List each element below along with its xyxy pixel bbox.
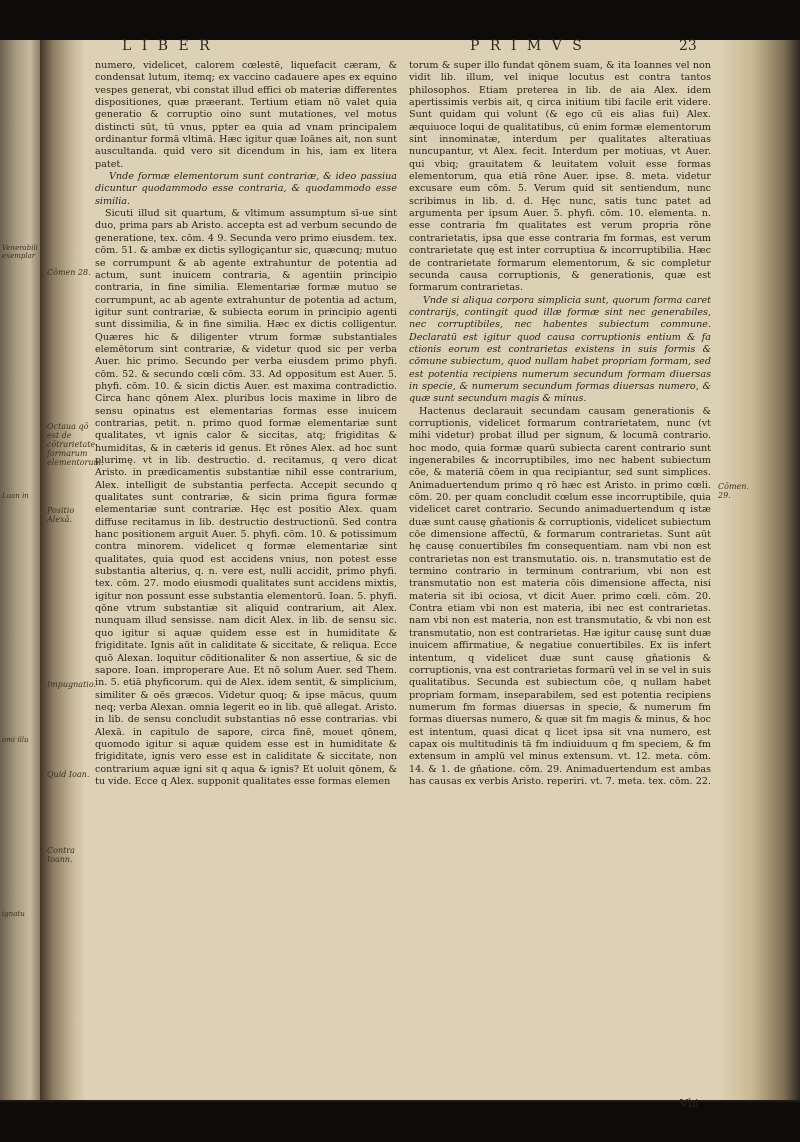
text-lemma: Vnde formæ elementorum sunt contrariæ, & ideo passiua dicuntur quodammodo esse contraria, & quodammodo esse similia. (95, 171, 397, 207)
text-paragraph: Sicuti illud sit quartum, & vltimum assumptum sī-ue sint duo, prima pars ab Aristo. accepta est ad verbum secundo de generatione, tex. cōm. 4 9. Secunda vero primo eiusdem. tex. cōm. 51. & ambæ ex dictis syllogiçantur sic, quæcunq; mutuo se corrumpunt & ab agente extrahuntur de potentia ad actum, sunt inuicem contraria, & agentiin principio contraria, in fine similia. Elementariæ formæ mutuo se corrumpunt, ac ab agente extrahuntur de potentia ad actum, igitur sunt contrariæ, & subiecta eorum in principio agenti sunt dissimilia, & in fine similia. Hæc ex dictis colligentur. Quæres hic & diligenter vtrum formæ substantiales elemētorum sint contrariæ, & videtur quod sic per verba Auer. hic primo. Secundo per verba eiusdem primo phyfi. cōm. 52. & secundo cœli cōm. 33. Ad oppositum est Auer. 5. phyfi. cōm. 10. & sicin dictis Auer. est maxima contradictio. Circa hanc qōnem Alex. pluribus locis maxime in libro de sensu opinatus est elementarias formas esse inuicem contrarias, petit. n. primo quod formæ elementariæ sunt qualitates, vt ignis calor & siccitas, atq; frigiditas & humiditas, & in cæteris id genus. Et rōnes Alex. ad hoc sunt plurimę. vt in lib. destructio. d. recitamus, q vero dicat Aristo. in prædicamentis substantiæ nihil esse contrarium, Alex. intelligit de substantia perfecta. Accepit secundo q qualitates sunt contrariæ, & sicin prima figura formæ elementariæ sunt contrariæ. Hęc est positio Alex. quam diffuse recitamus in lib. destructio destructionū. Sed contra hanc positionem arguit Auer. 5. phyfi. cōm. 10. & potissimum contra minorem. videlicet q formæ elementariæ sint qualitates, quia quod est accidens vnius, non potest esse substantia alterius, q. n. vere est, nulli accidit, primo phyfi. tex. cōm. 27. modo eiusmodi qualitates sunt accidens mixtis, igitur non possunt esse substantia elementorū. Ioan. 5. phyfi. qōne vtrum substantiæ sit aliquid contrarium, ait Alex. nunquam illud sensisse. nam dicit Alex. in lib. de sensu sic. quo igitur si aquæ quidem esse est in humiditate & frigiditate. Ignis aūt in caliditate & siccitate, & reliqua. Ecce quō Alexan. loquitur cōditionaliter & non assertiue, & sic de sapore. Ioan. improperare Aue. Et nō solum Auer. sed Them. in. 5. etiā phyficorum. qui de Alex. idem sentit, & simplicium, similiter & oēs græcos. Videtur quoq; & ipse mācus, quum neq; verba Alexan. omnia legerit eo in lib. quē allegat. Aristo. in lib. de sensu concludit substantias nō esse contrarias. vbi Alexā. in capitulo de sapore, circa finē, mouet qōnem, quomodo igitur si aquæ quidem esse est in humiditate & frigiditate, ignis vero esse est in caliditate & siccitate, non contrarium aquæ igni sit q aqua & ignis? Et uoluit qōnem, & tu vide. Ecce q Alex. supponit qualitates esse formas elemen (95, 208, 397, 787)
page-edge-right (720, 40, 800, 1100)
facing-page-fragment: Venerabili exemplar (2, 244, 38, 260)
running-head-center: P R I M V S (470, 38, 585, 54)
facing-page-fragment: Luan in (2, 492, 29, 500)
facing-page-edge (0, 40, 40, 1100)
running-head-left: L I B E R (122, 38, 213, 54)
text-paragraph: Hactenus declarauit secundam causam generationis & corruptionis, videlicet formarum contrarietatem, nunc (vt mihi videtur) probat illud per signum, & locumā contrario. hoc modo, quia formæ quarū subiecta carent contrario sunt ingenerabiles & incorruptibiles, imo nec habent subiectum cōe, & materiā cōem in qua recipiantur, sed sunt simplices. Animaduertendum primo q rō hæc est Aristo. in primo cœli. cōm. 20. per quam concludit cœlum esse incorruptibile, quia videlicet caret contrario. Secundo animaduertendum q istæ duæ sunt causę gňationis & corruptionis, videlicet subiectum cōe dimensione affectū, & formarum contrarietas. Sunt aūt hę causę conuertibiles fm consequentiam. nam vbi non est contrarietas non est transmutatio. ois. n. transmutatio est de termino contrario in terminum contrarium, vbi non est transmutatio non est materia cōis dimensione affecta, nisi materia sit ibi ociosa, vt dicit Auer. primo cœli. cōm. 20. Contra etiam vbi non est materia, ibi nec est contrarietas. nam vbi non est materia, non est transmutatio, & vbi non est transmutatio, non est contrarietas. Hæ igitur causę sunt duæ inuicem affirmatiue, & negatiue conuertibiles. Ex iis infert intentum, q videlicet duæ sunt causę gňationis & corruptionis, vna est contrarietas formarū vel in se vel in suis qualitatibus. Secunda est subiectum cōe, q nullam habet propriam formam, inseparabilem, sed est potentia recipiens numerum fm formas diuersas in specie, & numerum fm formas diuersas numero, & quæ sit fm magis & minus, & hoc est intentum, quasi dicat q licet ipsa sit vna numero, est capax ois multitudinis tā fm indiuiduum q fm speciem, & fm extensum in amplū vel minus extensum. vt. 12. meta. cōm. 14. & 1. de gňatione. cōm. 29. Animaduertendum est ambas has causas ex verbis Aristo. reperiri. vt. 7. meta. tex. cōm. 22. (409, 405, 711, 787)
facing-page-fragment: ignatu (2, 910, 25, 918)
text-paragraph: torum & super illo fundat qōnem suam, & ita Ioannes vel non vidit lib. illum, vel inique locutus est contra tantos philosophos. Etiam preterea in lib. de aia Alex. idem apertissimis verbis ait, q circa initium tibi facile erit videre. Sunt quidam qui volunt (& ego cū eis alias fui) Alex. æquiuoce loqui de qualitatibus, cū enim formæ elementorum sint innominatæ, interdum per qualitates alteratiuas nuncupantur, vt Alex. fecit. Interdum per motiuas, vt Auer. qui vbiq; grauitatem & leuitatem voluit esse formas elementorum, qua etiā rōne Auer. ipse. 8. meta. videtur excusare eum cōm. 5. Verum quid sit sentiendum, nunc scribimus in lib. d. d. Hęc nunc, satis tunc patet ad argumenta per ipsum Auer. 5. phyfi. cōm. 10. elementa. n. esse contraria fm qualitates est verum propria rōne contrarietatis, ipsa que esse contraria fm formas, est verum contrarietate quę est inter corruptiua & incorruptibilia. Hæc de contrarietate formarum elementorum, & sic completur secunda causa corruptionis, & generationis, quæ est formarum contrarietas. (409, 60, 711, 294)
text-paragraph: numero, videlicet, calorem cœlestē, liquefacit cæram, & condensat lutum, itemq; ex vaccino cadauere apes ex equino vespes generat, vbi constat illud effici ob materiæ differentes dispositiones, quæ præerant. Tertium etiam nō valet quia generatio & corruptio oino sunt mutationes, vel motus distincti sūt, tū vnus, ppter ea quia ad vnam principalem ordinantur formā vltimā. Hæc igitur quæ Ioānes ait, non sunt auscultanda. quid vero sit dicendum in his, iam ex litera patet. (95, 60, 397, 170)
running-head (96, 38, 706, 58)
dark-background-top (0, 0, 800, 40)
page-number: 23 (679, 38, 697, 54)
text-lemma: Vnde si aliqua corpora simplicia sunt, quorum forma caret contrarijs, contingit quod illæ formæ sint nec generabiles, nec corruptibiles, nec habentes subiectum commune. Declaratū est igitur quod causa corruptionis entium & fa ctionis eorum est contrarietas existens in suis formis & cōmune subiectum, quod nullam habet propriam formam, sed est potentia recipiens numerum secundum formam diuersas in specie, & numerum secundum formas diuersas numero, & quæ sunt secundum magis & minus. (409, 294, 711, 405)
margin-note: Contra Ioann. (47, 846, 75, 864)
book-gutter (40, 40, 84, 1100)
catchword: Vbi (680, 1097, 699, 1110)
margin-note: Cōmen. 29. (718, 482, 749, 500)
margin-note: Quid Ioan. (47, 770, 90, 779)
right-text-column (409, 60, 711, 788)
margin-note: Cōmen 28. (47, 268, 91, 277)
margin-note: Positio Alexā. (47, 506, 75, 524)
left-text-column (95, 60, 397, 788)
facing-page-fragment: omi illu (2, 736, 29, 744)
margin-note: Impugnatio. (47, 680, 97, 689)
margin-note: Octaua qō est de cōtrarietate formarum elementorum. (47, 422, 104, 467)
